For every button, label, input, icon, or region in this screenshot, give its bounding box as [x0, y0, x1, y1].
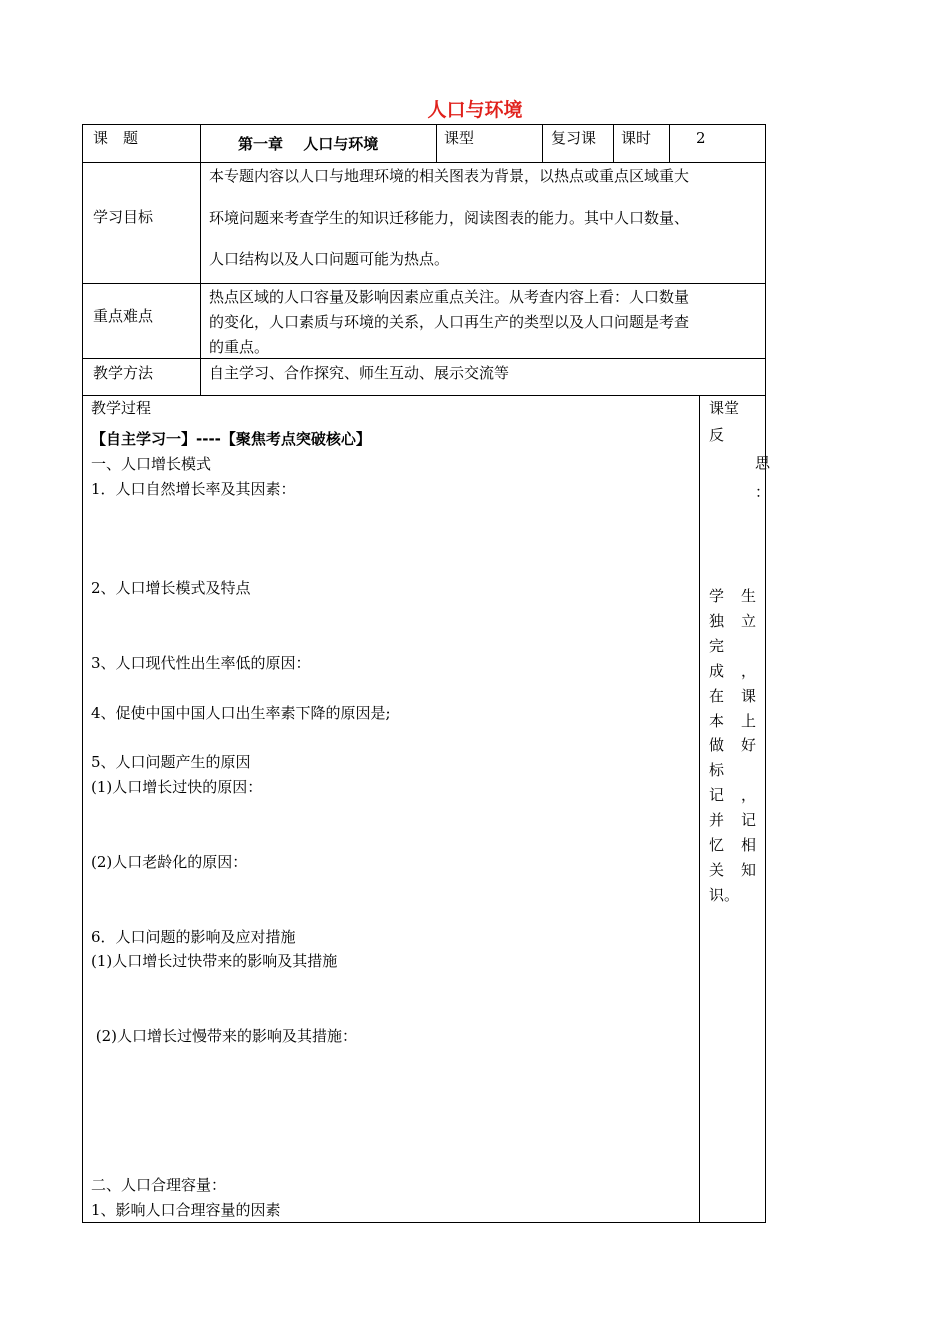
reflection-note-char: 立	[741, 611, 757, 630]
reflection-note-char: 上	[741, 711, 757, 730]
reflection-note-char: 标	[709, 761, 725, 780]
reflection-note-char: 本	[709, 711, 725, 730]
process-item: 1、影响人口合理容量的因素	[91, 1201, 281, 1219]
process-item: (2)人口老龄化的原因：	[91, 853, 248, 871]
reflection-note-char: 记	[741, 811, 757, 830]
key-points-label: 重点难点	[93, 307, 154, 325]
process-item: (1)人口增长过快带来的影响及其措施	[91, 952, 338, 970]
document-title: 人口与环境	[427, 99, 523, 121]
process-item: 4、促使中国中国人口出生率素下降的原因是;	[91, 704, 391, 722]
reflection-note-char: 相	[741, 836, 757, 854]
process-item: (2)人口增长过慢带来的影响及其措施：	[91, 1027, 358, 1045]
objectives-line: 环境问题来考查学生的知识迁移能力，阅读图表的能力。其中人口数量、	[209, 209, 690, 227]
process-item: 二、人口合理容量：	[91, 1176, 227, 1194]
process-item: 5、人口问题产生的原因	[91, 753, 251, 771]
subject-value: 第一章 人口与环境	[238, 135, 379, 153]
objectives-line: 人口结构以及人口问题可能为热点。	[209, 250, 450, 268]
key-points-line: 热点区域的人口容量及影响因素应重点关注。从考查内容上看：人口数量	[209, 288, 690, 306]
reflection-note-char: 课	[741, 686, 757, 705]
section-heading: 【自主学习一】----【聚焦考点突破核心】	[91, 430, 371, 448]
reflection-note-char: 完	[709, 636, 725, 655]
method-text: 自主学习、合作探究、师生互动、展示交流等	[209, 364, 510, 382]
objectives-line: 本专题内容以人口与地理环境的相关图表为背景，以热点或重点区域重大	[209, 167, 690, 185]
key-points-line: 的重点。	[209, 338, 270, 356]
hours-value: 2	[696, 129, 706, 147]
hours-label: 课时	[621, 129, 652, 147]
process-item: 6．人口问题的影响及应对措施	[91, 928, 296, 946]
reflection-note-char: 并	[709, 811, 725, 830]
reflection-note-char: 知	[741, 860, 757, 879]
key-points-line: 的变化，人口素质与环境的关系，人口再生产的类型以及人口问题是考查	[209, 313, 690, 331]
process-label: 教学过程	[91, 399, 152, 417]
reflection-note-char: 做	[709, 736, 725, 755]
reflection-note-char: ，	[741, 786, 757, 805]
reflection-note-char: 记	[709, 786, 725, 805]
process-item: 一、人口增长模式	[91, 455, 212, 473]
reflection-note-char: 关	[709, 860, 725, 879]
type-label: 课型	[444, 129, 475, 147]
reflection-label-char: 思	[755, 454, 771, 472]
reflection-note-char: ，	[741, 661, 757, 680]
reflection-label-line: 反	[709, 426, 725, 444]
reflection-note-char: 忆	[709, 836, 725, 854]
process-item: (1)人口增长过快的原因：	[91, 778, 263, 796]
reflection-note-char: 独	[709, 611, 725, 630]
subject-label: 课 题	[93, 129, 139, 147]
method-label: 教学方法	[93, 364, 154, 382]
type-value: 复习课	[551, 129, 597, 147]
reflection-note-char: 好	[741, 736, 757, 755]
reflection-label-char: ：	[755, 483, 771, 501]
reflection-note-char: 识。	[709, 885, 740, 904]
reflection-note-char: 生	[741, 587, 757, 605]
objectives-label: 学习目标	[93, 208, 154, 226]
reflection-note-char: 学	[709, 587, 725, 605]
process-item: 3、人口现代性出生率低的原因：	[91, 654, 311, 672]
process-item: 2、人口增长模式及特点	[91, 579, 251, 597]
reflection-note-char: 在	[709, 686, 725, 705]
reflection-note-char: 成	[709, 661, 725, 680]
reflection-label-line: 课堂	[709, 399, 740, 417]
process-item: 1．人口自然增长率及其因素：	[91, 480, 296, 498]
